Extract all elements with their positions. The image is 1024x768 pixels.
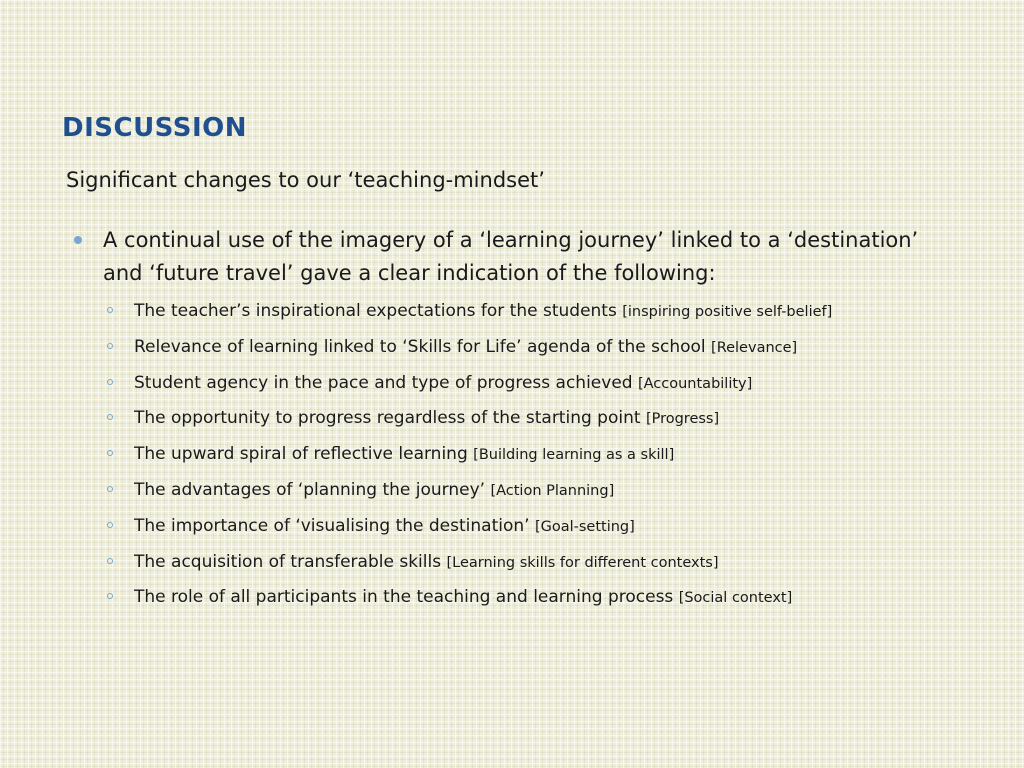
sub-bullet-text: The opportunity to progress regardless of the starting point — [134, 408, 646, 429]
sub-bullet-item — [104, 296, 984, 332]
sub-bullet-item — [104, 368, 984, 404]
sub-bullet-tag: [Social context] — [678, 590, 793, 607]
sub-bullet-item — [104, 439, 984, 475]
ring-bullet-icon — [107, 450, 113, 456]
sub-bullet-tag: [Learning skills for different contexts] — [446, 554, 719, 571]
ring-bullet-icon — [107, 486, 113, 492]
ring-bullet-icon — [107, 558, 113, 564]
sub-bullet-text: The advantages of ‘planning the journey’ — [134, 479, 491, 500]
sub-bullet-item — [104, 332, 984, 368]
ring-bullet-icon — [107, 414, 113, 420]
ring-bullet-icon — [107, 593, 113, 599]
main-bullet-list — [72, 224, 952, 290]
slide-title: DISCUSSION — [62, 113, 247, 143]
sub-bullet-item — [104, 475, 984, 511]
ring-bullet-icon — [107, 307, 113, 313]
main-bullet-text: A continual use of the imagery of a ‘learning journey’ linked to a ‘destination’ and ‘future travel’ gave a clear indication of the following: — [103, 228, 919, 285]
main-bullet-item — [72, 224, 952, 290]
sub-bullet-text: The importance of ‘visualising the destination’ — [134, 515, 535, 536]
sub-bullet-text: The role of all participants in the teaching and learning process — [134, 587, 679, 608]
sub-bullet-tag: [Progress] — [645, 411, 720, 428]
sub-bullet-text: The upward spiral of reflective learning — [134, 444, 474, 465]
ring-bullet-icon — [107, 343, 113, 349]
sub-bullet-tag: [Relevance] — [711, 339, 798, 356]
sub-bullet-tag: [Action Planning] — [490, 482, 615, 499]
sub-bullet-tag: [Building learning as a skill] — [473, 447, 675, 464]
ring-bullet-icon — [107, 379, 113, 385]
sub-bullet-list — [104, 296, 984, 618]
sub-bullet-item — [104, 547, 984, 583]
sub-bullet-item — [104, 403, 984, 439]
sub-bullet-text: Relevance of learning linked to ‘Skills for Life’ agenda of the school — [134, 336, 712, 357]
sub-bullet-item — [104, 511, 984, 547]
sub-bullet-tag: [inspiring positive self-belief] — [622, 304, 833, 320]
ring-bullet-icon — [107, 522, 113, 528]
filled-circle-bullet-icon — [74, 236, 82, 244]
sub-bullet-text: The acquisition of transferable skills — [134, 551, 447, 572]
sub-bullet-tag: [Accountability] — [637, 375, 753, 392]
slide-subtitle: Significant changes to our ‘teaching-mindset’ — [66, 168, 545, 192]
sub-bullet-text: Student agency in the pace and type of progress achieved — [134, 372, 638, 393]
sub-bullet-item — [104, 582, 984, 618]
sub-bullet-text: The teacher’s inspirational expectations for the students — [134, 301, 623, 321]
sub-bullet-tag: [Goal-setting] — [534, 518, 635, 535]
